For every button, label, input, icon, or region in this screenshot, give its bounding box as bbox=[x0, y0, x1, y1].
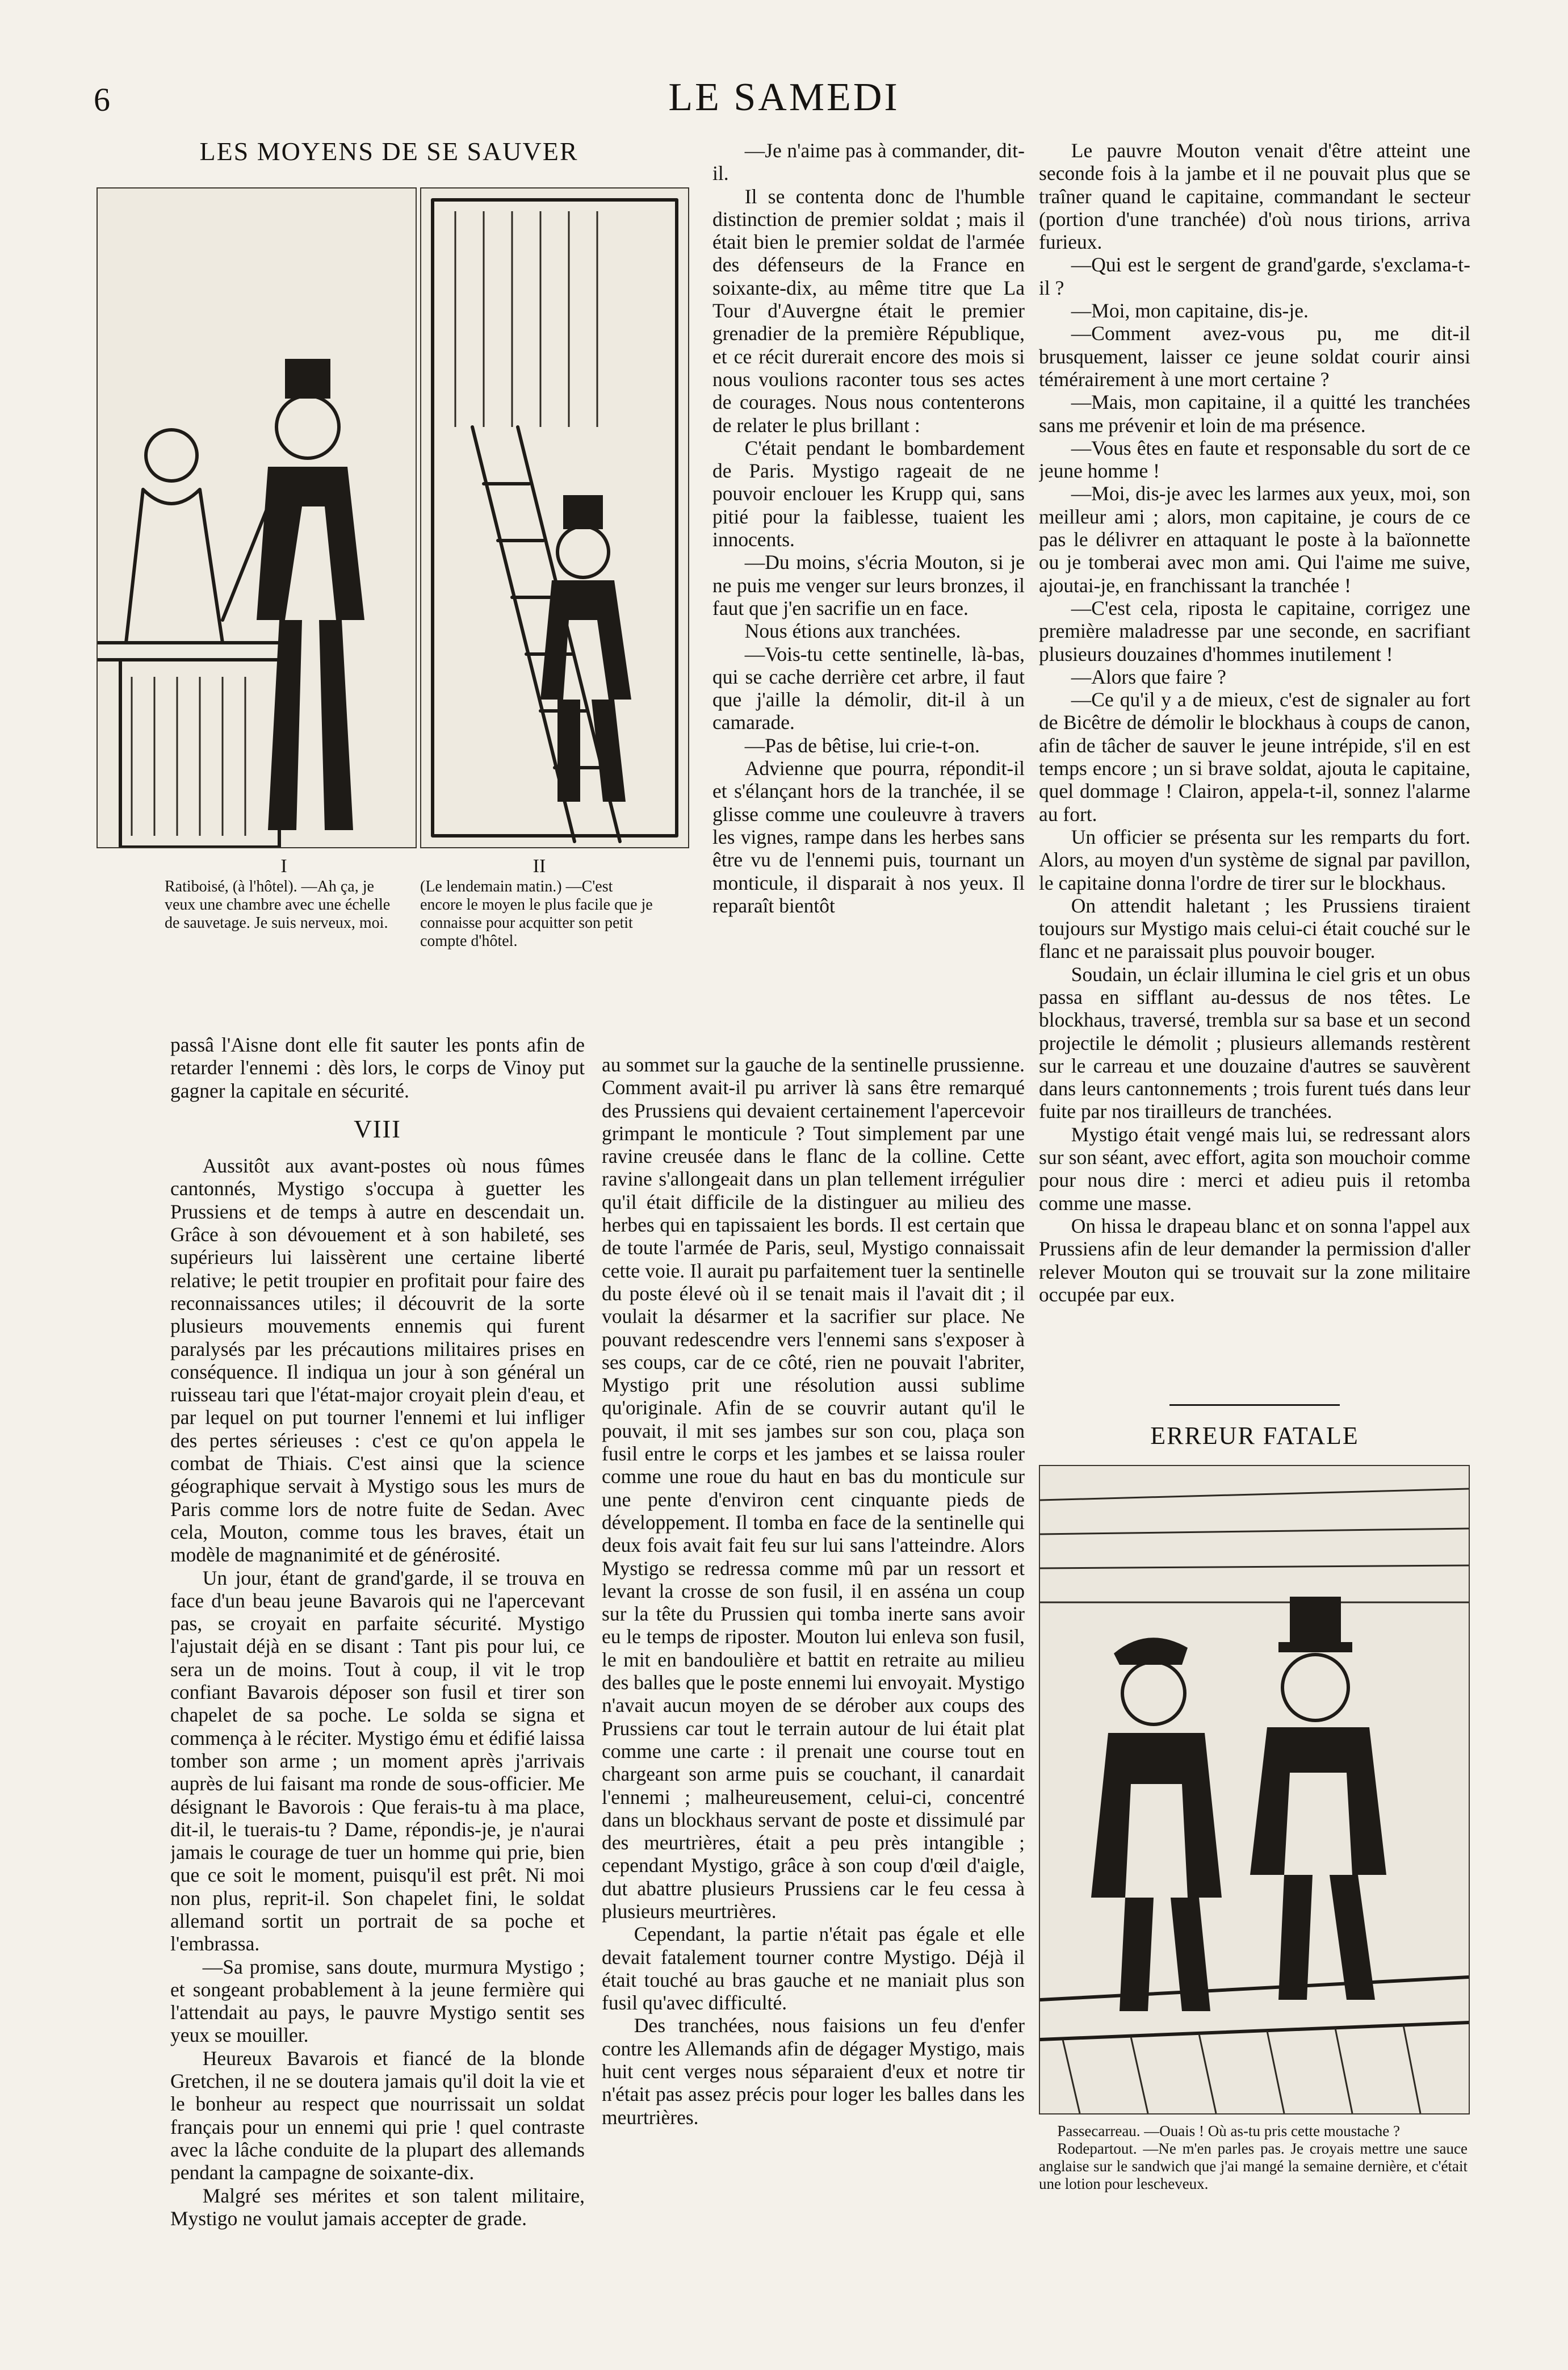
paragraph: Aussitôt aux avant-postes où nous fûmes cantonnés, Mystigo s'occupa à guetter les Prussiens et de temps à autre en descendait un. Grâce à son dévouement et à son habileté, ses supérieurs lui laissèrent une certaine liberté relative; le petit troupier en profitait pour faire des reconnaissances utiles; il découvrit de la sorte plusieurs mouvements ennemis qui furent paralysés par les précautions militaires prises en conséquence. Il indiqua un jour à son général un ruisseau tari que l'état-major croyait plein d'eau, et par lequel on put tourner l'ennemi et lui infliger des pertes sérieuses : c'est ce qu'on appela le combat de Thiais. C'est ainsi que la science géographique servait à Mystigo sous les murs de Paris comme lors de notre fuite de Sedan. Avec cela, Mouton, comme tous les braves, était un modèle de magnanimité et de générosité. bbox=[170, 1154, 585, 1567]
paragraph: —Comment avez-vous pu, me dit-il brusquement, laisser ce jeune soldat courir ainsi témérairement à une mort certaine ? bbox=[1039, 322, 1470, 391]
column-1 bbox=[170, 1033, 585, 2311]
paragraph: —Moi, dis-je avec les larmes aux yeux, moi, son meilleur ami ; alors, mon capitaine, je cours de ce pas le délivrer en attaquant le poste à la baïonnette ou je tomberai avec mon ami. Qui l'aime me suive, ajoutai-je, en franchissant la tranchée ! bbox=[1039, 482, 1470, 597]
paragraph: —C'est cela, riposta le capitaine, corrigez une première maladresse par une seconde, en sacrifiant plusieurs douzaines d'hommes inutilement ! bbox=[1039, 596, 1470, 665]
paragraph: Soudain, un éclair illumina le ciel gris et un obus passa en sifflant au-dessus de nos têtes. Le blockhaus, traversé, trembla sur sa base et un second projectile le démolit ; plusieurs allemands restèrent sur le carreau et une douzaine d'autres se sauvèrent dans leurs cantonnements ; trois furent tués dans leur fuite par nos tirailleurs de tranchées. bbox=[1039, 962, 1470, 1123]
section-divider bbox=[1169, 1404, 1340, 1406]
section-heading: VIII bbox=[354, 1115, 401, 1143]
hotel-counter-drawing bbox=[98, 189, 416, 847]
illustration-erreur-fatale bbox=[1039, 1465, 1470, 2114]
paragraph: Un officier se présenta sur les remparts du fort. Alors, au moyen d'un système de signal par pavillon, le capitaine donna l'ordre de tirer sur le blockhaus. bbox=[1039, 825, 1470, 894]
panel-1-caption-text: Ratiboisé, (à l'hôtel). —Ah ça, je veux une chambre avec une échelle de sauvetage. Je suis nerveux, moi. bbox=[165, 878, 391, 932]
panel-2-numeral: II bbox=[533, 856, 546, 877]
paragraph: Nous étions aux tranchées. bbox=[744, 619, 961, 643]
paragraph: —Du moins, s'écria Mouton, si je ne puis me venger sur leurs bronzes, il faut que j'en sacrifie un en face. bbox=[712, 551, 1025, 619]
column-2-bottom bbox=[602, 1053, 1025, 2311]
panel-1-caption bbox=[165, 857, 403, 932]
paragraph: —Pas de bêtise, lui crie-t-on. bbox=[744, 734, 980, 757]
paragraph: Le pauvre Mouton venait d'être atteint une seconde fois à la jambe et il ne pouvait plus que se traîner quand le capitaine, commandant le secteur (portion d'une tranchée) d'où nous tirions, arriva furieux. bbox=[1039, 139, 1470, 254]
paragraph: Heureux Bavarois et fiancé de la blonde Gretchen, il ne se doutera jamais qu'il doit la vie et le bonheur au respect que nourrissait un soldat français pour un ennemi qui prie ! quel contraste avec la lâche conduite de la plupart des allemands pendant la campagne de soixante-dix. bbox=[170, 2046, 585, 2184]
paragraph: —Vois-tu cette sentinelle, là-bas, qui se cache derrière cet arbre, il faut que j'aille la démolir, dit-il à un camarade. bbox=[712, 642, 1025, 734]
caption-line: Rodepartout. —Ne m'en parles pas. Je croyais mettre une sauce anglaise sur le sandwich que j'ai mangé la semaine dernière, et c'était une lotion pour lescheveux. bbox=[1039, 2140, 1468, 2192]
column-2-top bbox=[712, 139, 1025, 1048]
publication-title: LE SAMEDI bbox=[668, 76, 900, 119]
paragraph: passâ l'Aisne dont elle fit sauter les ponts afin de retarder l'ennemi : dès lors, le corps de Vinoy put gagner la capitale en sécurité. bbox=[170, 1033, 585, 1102]
panel-1-numeral: I bbox=[280, 856, 287, 877]
paragraph: —Vous êtes en faute et responsable du sort de ce jeune homme ! bbox=[1039, 436, 1470, 483]
paragraph: —Mais, mon capitaine, il a quitté les tranchées sans me prévenir et loin de ma présence. bbox=[1039, 391, 1470, 437]
illustration-panel-2 bbox=[420, 187, 689, 848]
paragraph: Mystigo était vengé mais lui, se redressant alors sur son séant, avec effort, agita son mouchoir comme pour nous dire : merci et adieu puis il retomba comme une masse. bbox=[1039, 1123, 1470, 1215]
illustration-title: LES MOYENS DE SE SAUVER bbox=[199, 137, 578, 166]
paragraph: Cependant, la partie n'était pas égale et elle devait fatalement tourner contre Mystigo. Déjà il était touché au bras gauche et ne maniait plus son fusil qu'avec difficulté. bbox=[602, 1923, 1025, 2015]
paragraph: Malgré ses mérites et son talent militaire, Mystigo ne voulut jamais accepter de grade. bbox=[170, 2184, 585, 2230]
paragraph: On attendit haletant ; les Prussiens tiraient toujours sur Mystigo mais celui-ci était couché sur le flanc et ne paraissait plus pouvoir bouger. bbox=[1039, 894, 1470, 963]
paragraph: —Alors que faire ? bbox=[1071, 665, 1226, 688]
paragraph: C'était pendant le bombardement de Paris. Mystigo rageait de ne pouvoir enclouer les Krupp qui, sans pitié pour la faiblesse, tuaient les innocents. bbox=[712, 436, 1025, 551]
paragraph: Il se contenta donc de l'humble distinction de premier soldat ; mais il était bien le premier soldat de l'armée des défenseurs de la France en soixante-dix, au même titre que La Tour d'Auvergne était le premier grenadier de la première République, et ce récit durerait encore des mois si nous voulions raconter tous ses actes de courages. Nous nous contenterons de relater le plus brillant : bbox=[712, 185, 1025, 437]
panel-2-caption bbox=[420, 857, 659, 950]
paragraph: Des tranchées, nous faisions un feu d'enfer contre les Allemands afin de dégager Mystigo, mais huit cent verges nous séparaient d'eux et notre tir n'était pas assez précis pour loger les balles dans les meurtrières. bbox=[602, 2014, 1025, 2129]
paragraph: —Qui est le sergent de grand'garde, s'exclama-t-il ? bbox=[1039, 253, 1470, 299]
panel-2-caption-text: (Le lendemain matin.) —C'est encore le moyen le plus facile que je connaisse pour acquitter son petit compte d'hôtel. bbox=[420, 878, 653, 950]
paragraph: Un jour, étant de grand'garde, il se trouva en face d'un beau jeune Bavarois qui ne l'apercevant pas, se croyait en parfaite sécurité. Mystigo l'ajustait déjà en se disant : Tant pis pour lui, ce sera un de moins. Tout à coup, il vit le trop confiant Bavarois déposer son fusil et tirer son chapelet de sa poche. Le solda se signa et commença à le réciter. Mystigo ému et édifié laissa tomber son arme ; un moment après j'arrivais auprès de lui faisant ma ronde de sous-officier. Me désignant le Bavorois : Que ferais-tu à ma place, dit-il, le tuerais-tu ? Dame, répondis-je, je n'aurai jamais le courage de tuer un homme qui prie, bien que ce soit le moment, puisqu'il est prêt. Ni moi non plus, reprit-il. Son chapelet fini, le soldat allemand sortit un portrait de sa poche et l'embrassa. bbox=[170, 1566, 585, 1956]
paragraph: Advienne que pourra, répondit-il et s'élançant hors de la tranchée, il se glisse comme une couleuvre à travers les vignes, rampe dans les herbes sans être vu de l'ennemi puis, tournant un monticule, il disparait à nos yeux. Il reparaît bientôt bbox=[712, 757, 1025, 917]
paragraph: —Je n'aime pas à commander, dit-il. bbox=[712, 139, 1025, 185]
illustration-panel-1 bbox=[97, 187, 417, 848]
column-3 bbox=[1039, 139, 1470, 1388]
illustration-title: ERREUR FATALE bbox=[1150, 1422, 1359, 1450]
paragraph: On hissa le drapeau blanc et on sonna l'appel aux Prussiens afin de leur demander la permission d'aller relever Mouton qui se trouvait sur la zone militaire occupée par eux. bbox=[1039, 1214, 1470, 1306]
paragraph: —Moi, mon capitaine, dis-je. bbox=[1071, 299, 1309, 323]
paragraph: —Ce qu'il y a de mieux, c'est de signaler au fort de Bicêtre de démolir le blockhaus à coups de canon, afin de tâcher de sauver le jeune intrépide, s'il en est temps encore ; un si brave soldat, ajouta le capitaine, quel dommage ! Clairon, appela-t-il, sonnez l'alarme au fort. bbox=[1039, 688, 1470, 826]
ladder-escape-drawing bbox=[421, 189, 688, 847]
illustration-caption bbox=[1039, 2122, 1468, 2193]
page-number: 6 bbox=[94, 81, 110, 118]
paragraph: —Sa promise, sans doute, murmura Mystigo ; et songeant probablement à la jeune fermière qui l'attendait au pays, le pauvre Mystigo sentit ses yeux se mouiller. bbox=[170, 1955, 585, 2047]
paragraph: au sommet sur la gauche de la sentinelle prussienne. Comment avait-il pu arriver là sans être remarqué des Prussiens qui devaient certainement l'apercevoir grimpant le monticule ? Tout simplement par une ravine creusée dans le flanc de la colline. Cette ravine s'allongeait dans un plan tellement irrégulier qu'il était difficile de la distinguer au milieu des herbes qui en tapissaient les bords. Il est certain que de toute l'armée de Paris, seul, Mystigo connaissait cette voie. Il aurait pu parfaitement tuer la sentinelle du poste élevé où il se tenait mais il l'avait dit ; il voulait la désarmer et la sacrifier sur place. Ne pouvant redescendre vers l'ennemi sans s'exposer à ses coups, car de ce côté, rien ne pouvait l'abriter, Mystigo prit une résolution aussi sublime qu'originale. Afin de se couvrir autant qu'il le pouvait, il mit ses jambes sur son cou, plaça son fusil entre le corps et les jambes et se laissa rouler comme une roue du haut en bas du monticule sur une pente d'environ cent cinquante pieds de développement. Il tomba en face de la sentinelle qui deux fois avait fait feu sur lui sans l'atteindre. Alors Mystigo se redressa comme mû par un ressort et levant la crosse de son fusil, il en asséna un coup sur la tête du Prussien qui tomba inerte sans avoir eu le temps de riposter. Mouton lui enleva son fusil, le mit en bandoulière et battit en retraite au milieu des balles que le poste ennemi lui envoyait. Mystigo n'avait aucun moyen de se dérober aux coups des Prussiens car tout le terrain autour de lui était plat comme une carte : il prenait une course tout en chargeant son arme puis se couchant, il canardait l'ennemi ; malheureusement, celui-ci, concentré dans un blockhaus servant de poste et dissimulé par des meurtrières, était a peu près intangible ; cependant Mystigo, grâce à son coup d'œil d'aigle, dut abattre plusieurs Prussiens car le feu cessa à plusieurs meurtrières. bbox=[602, 1053, 1025, 1923]
caption-line: Passecarreau. —Ouais ! Où as-tu pris cette moustache ? bbox=[1057, 2122, 1400, 2139]
two-tramps-drawing bbox=[1040, 1466, 1469, 2113]
